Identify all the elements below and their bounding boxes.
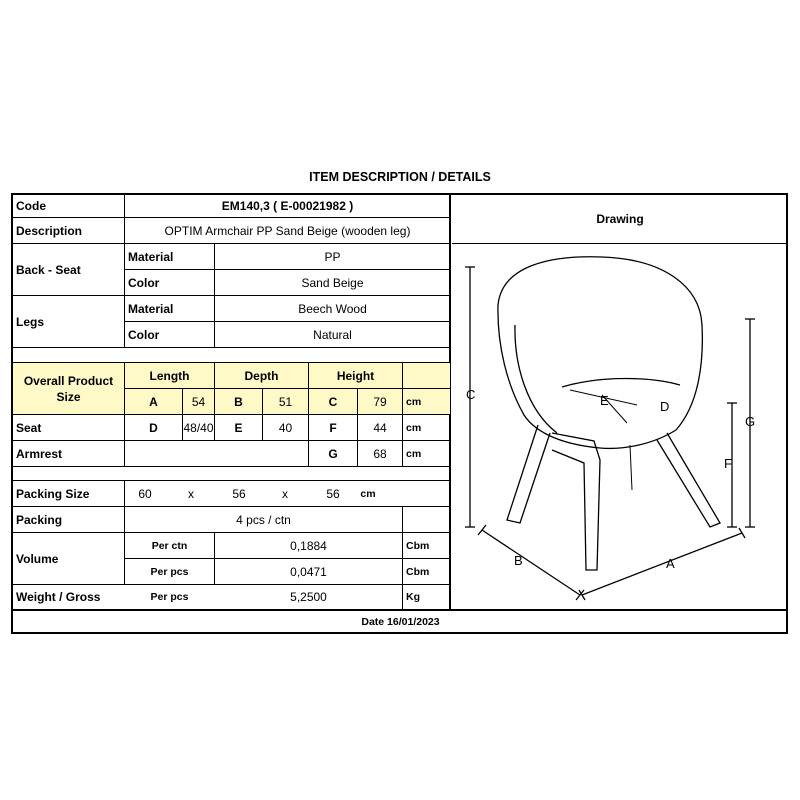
packing-value: 4 pcs / ctn: [236, 512, 291, 527]
dim-label-c: C: [466, 387, 476, 402]
seat-unit: cm: [406, 421, 422, 434]
overall-size-label: [13, 363, 124, 414]
back-seat-color-label: Color: [128, 275, 160, 290]
weight-label: Weight / Gross: [16, 590, 101, 604]
volume-per-ctn-label: Per ctn: [151, 539, 188, 552]
packing-size-x1: x: [188, 486, 194, 501]
dim-a-label: A: [125, 389, 182, 414]
volume-per-ctn: 0,1884: [290, 538, 327, 553]
packing-size-length: 60: [138, 486, 152, 501]
page-title: ITEM DESCRIPTION / DETAILS: [309, 170, 491, 184]
height-header: Height: [309, 363, 402, 388]
weight-value: 5,2500: [290, 590, 327, 604]
weight-per-pcs-label: Per pcs: [150, 591, 189, 603]
depth-header: Depth: [215, 363, 308, 388]
dim-label-f: F: [724, 456, 732, 471]
dim-c-label: C: [309, 389, 357, 414]
rule: [452, 243, 788, 244]
packing-size-width: 56: [232, 486, 246, 501]
dim-c-value: 79: [358, 389, 402, 414]
rule: [13, 347, 450, 348]
back-seat-material-label: Material: [128, 249, 174, 264]
back-seat-material: PP: [324, 249, 341, 264]
volume-per-ctn-unit: Cbm: [406, 539, 430, 552]
length-header: Length: [125, 363, 214, 388]
packing-label: Packing: [16, 512, 63, 527]
chair-shell-front: [515, 325, 557, 433]
code-label: Code: [16, 199, 46, 213]
dim-b-label: B: [215, 389, 262, 414]
date-footer: Date 16/01/2023: [361, 615, 440, 628]
dim-b-value: 51: [263, 389, 308, 414]
rule: [13, 466, 450, 467]
legs-material-label: Material: [128, 301, 174, 316]
legs-color: Natural: [313, 327, 352, 342]
overall-size-text: Overall Product Size: [23, 373, 114, 404]
armrest-label: Armrest: [16, 446, 63, 461]
packing-size-height: 56: [326, 486, 340, 501]
packing-size-label: Packing Size: [16, 486, 90, 501]
weight-unit: Kg: [406, 591, 420, 603]
dim-d-label: D: [149, 420, 158, 435]
dim-label-b: B: [514, 553, 523, 568]
description-value: OPTIM Armchair PP Sand Beige (wooden leg): [164, 223, 411, 238]
dim-g-label: G: [328, 446, 338, 461]
volume-label: Volume: [16, 551, 59, 566]
code-value: EM140,3 ( E-00021982 ): [221, 199, 354, 213]
dim-label-e: E: [600, 393, 609, 408]
legs-material: Beech Wood: [298, 301, 367, 316]
description-label: Description: [16, 223, 83, 238]
dim-label-d: D: [660, 399, 670, 414]
volume-per-pcs-label: Per pcs: [150, 565, 189, 578]
height-header-spacer: [403, 363, 450, 388]
volume-per-pcs: 0,0471: [290, 564, 327, 579]
packing-size-unit: cm: [360, 487, 376, 500]
dim-g-value: 68: [373, 446, 387, 461]
packing-size-x2: x: [282, 486, 288, 501]
chair-shell-inner: [562, 379, 680, 388]
chair-drawing: [452, 245, 770, 605]
overall-unit: cm: [403, 389, 450, 414]
legs-label: Legs: [16, 314, 45, 329]
dim-f-value: 44: [373, 420, 387, 435]
back-seat-color: Sand Beige: [301, 275, 364, 290]
dim-f-label: F: [329, 420, 337, 435]
dim-d-value: 48/40: [183, 420, 214, 435]
dim-e-label: E: [234, 420, 243, 435]
armrest-unit: cm: [406, 447, 422, 460]
chair-shell: [498, 257, 702, 449]
dim-label-a: A: [666, 556, 675, 571]
seat-label: Seat: [16, 420, 42, 435]
back-seat-label: Back - Seat: [16, 262, 81, 277]
dim-label-g: G: [745, 414, 756, 429]
chair-leg-back-center: [630, 445, 632, 490]
volume-per-pcs-unit: Cbm: [406, 565, 430, 578]
chair-leg-back-right: [657, 433, 720, 527]
dim-a-value: 54: [183, 389, 214, 414]
legs-color-label: Color: [128, 327, 160, 342]
dim-e-value: 40: [278, 420, 293, 435]
chair-leg-front-right: [552, 433, 600, 570]
chair-leg-front-left: [507, 425, 550, 523]
drawing-label: Drawing: [596, 212, 644, 226]
